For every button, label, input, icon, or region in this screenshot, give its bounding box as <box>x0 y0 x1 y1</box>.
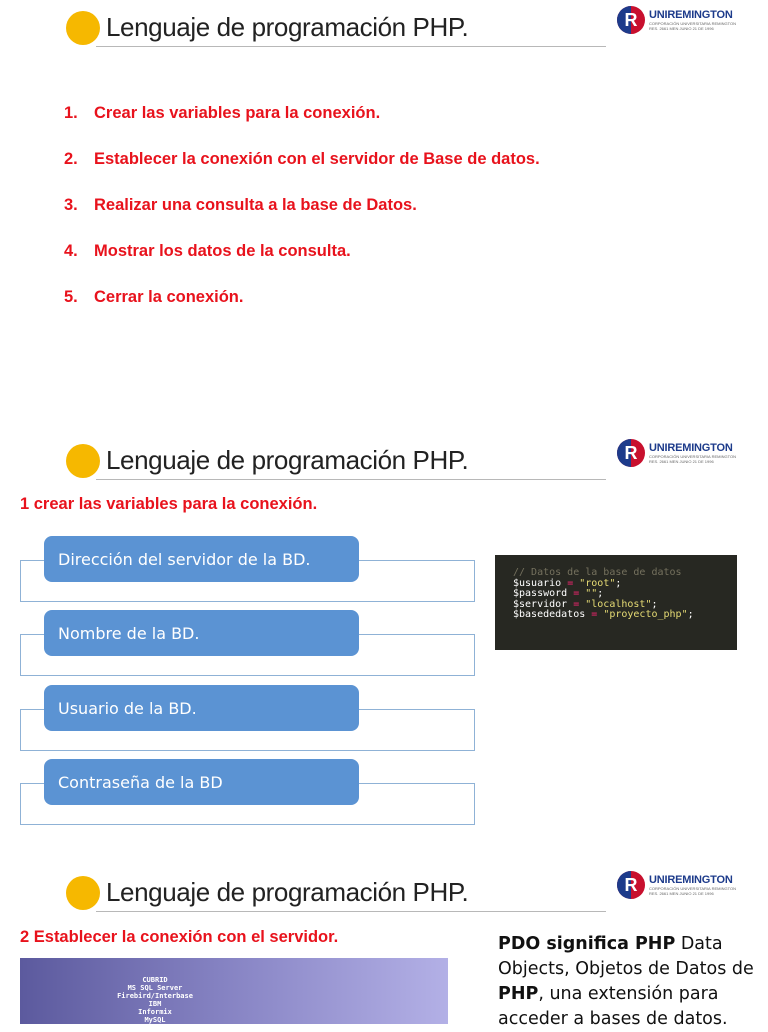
logo-name: UNIREMINGTON <box>649 442 733 454</box>
list-item: Contraseña de la BD <box>44 759 359 805</box>
logo-subtitle: CORPORACIÓN UNIVERSITARIA REMINGTON <box>649 886 736 891</box>
list-item: Nombre de la BD. <box>44 610 359 656</box>
logo-tagline: RES. 2661 MEN JUNIO 21 DE 1996 <box>649 459 714 464</box>
title-rule <box>96 46 606 47</box>
code-snippet: // Datos de la base de datos $usuario = "root"; $password = ""; $servidor = "localhost"; $basededatos = "proyecto_php"; <box>495 555 737 650</box>
database-list: CUBRID MS SQL Server Firebird/Interbase IBM Informix MySQL <box>117 976 193 1024</box>
uniremington-r-icon <box>617 871 645 899</box>
slide-title: Lenguaje de programación PHP. <box>106 877 469 907</box>
logo-tagline: RES. 2661 MEN JUNIO 21 DE 1996 <box>649 891 714 896</box>
slide-title: Lenguaje de programación PHP. <box>106 445 469 475</box>
database-logos-image <box>20 958 448 1024</box>
list-item: Usuario de la BD. <box>44 685 359 731</box>
bullet-dot-icon <box>66 11 100 45</box>
bullet-dot-icon <box>66 444 100 478</box>
step-item: 5. Cerrar la conexión. <box>64 288 244 306</box>
uniremington-logo <box>617 871 736 899</box>
logo-subtitle: CORPORACIÓN UNIVERSITARIA REMINGTON <box>649 21 736 26</box>
step-item: 2. Establecer la conexión con el servidor de Base de datos. <box>64 150 540 168</box>
uniremington-logo <box>617 6 736 34</box>
pdo-description: PDO significa PHP Data Objects, Objetos de Datos de PHP, una extensión para acceder a bases de datos. <box>498 934 754 1029</box>
section-heading: 2 Establecer la conexión con el servidor. <box>20 928 339 946</box>
logo-name: UNIREMINGTON <box>649 874 733 886</box>
section-heading: 1 crear las variables para la conexión. <box>20 495 318 513</box>
uniremington-r-icon <box>617 6 645 34</box>
slide-title: Lenguaje de programación PHP. <box>106 12 469 42</box>
slide-1 <box>0 0 768 400</box>
logo-tagline: RES. 2661 MEN JUNIO 21 DE 1996 <box>649 26 714 31</box>
step-item: 1. Crear las variables para la conexión. <box>64 104 381 122</box>
step-item: 4. Mostrar los datos de la consulta. <box>64 242 351 260</box>
title-rule <box>96 479 606 480</box>
uniremington-r-icon <box>617 439 645 467</box>
list-item: Dirección del servidor de la BD. <box>44 536 359 582</box>
logo-name: UNIREMINGTON <box>649 9 733 21</box>
step-item: 3. Realizar una consulta a la base de Datos. <box>64 196 417 214</box>
title-rule <box>96 911 606 912</box>
steps-list <box>64 104 540 334</box>
code-comment: // Datos de la base de datos <box>513 567 682 578</box>
bullet-dot-icon <box>66 876 100 910</box>
uniremington-logo <box>617 439 736 467</box>
logo-subtitle: CORPORACIÓN UNIVERSITARIA REMINGTON <box>649 454 736 459</box>
